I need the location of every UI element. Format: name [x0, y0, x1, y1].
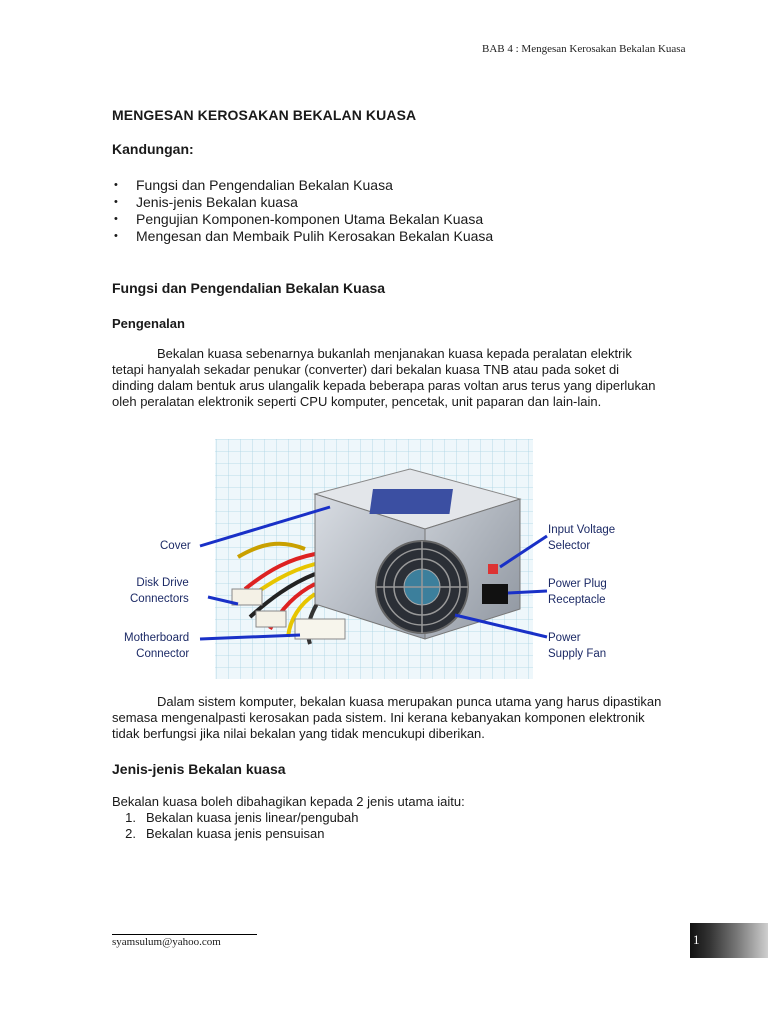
list-item: • Mengesan dan Membaik Pulih Kerosakan Bekalan Kuasa [114, 228, 494, 244]
footer-email: syamsulum@yahoo.com [112, 936, 221, 948]
list-item: • Pengujian Komponen-komponen Utama Bekalan Kuasa [114, 211, 484, 227]
intro-paragraph: Bekalan kuasa sebenarnya bukanlah menjanakan kuasa kepada peralatan elektrik tetapi hanyalah sekadar penukar (converter) dari bekalan kuasa TNB atau pada soket di dinding dalam bentuk arus ulangalik kepada beberapa paras voltan arus terus yang diperlukan oleh peralatan elektronik seperti CPU komputer, pencetak, unit paparan dan lain-lain. [112, 346, 656, 409]
section-heading-fungsi: Fungsi dan Pengendalian Bekalan Kuasa [112, 280, 386, 296]
label-cover: Cover [160, 540, 191, 552]
page-number: 1 [693, 932, 700, 947]
list-item: 2. Bekalan kuasa jenis pensuisan [125, 826, 325, 841]
footer-rule [112, 934, 257, 935]
bullet-icon: • [114, 196, 118, 208]
bullet-icon: • [114, 213, 118, 225]
label-power-supply-fan: Power Supply Fan [548, 632, 607, 660]
subheading-pengenalan: Pengenalan [112, 316, 185, 331]
types-intro: Bekalan kuasa boleh dibahagikan kepada 2 jenis utama iaitu: [112, 794, 465, 809]
list-item: • Jenis-jenis Bekalan kuasa [114, 194, 298, 210]
contents-heading: Kandungan: [112, 141, 194, 157]
label-disk-drive-connectors: Disk Drive Connectors [130, 577, 189, 605]
contents-list [112, 177, 493, 245]
bullet-icon: • [114, 230, 118, 242]
system-paragraph: Dalam sistem komputer, bekalan kuasa merupakan punca utama yang harus dipastikan semasa mengenalpasti kerosakan pada sistem. Ini kerana kebanyakan komponen elektronik tidak berfungsi jika nilai bekalan yang tidak mencukupi diberikan. [112, 694, 662, 741]
running-header: BAB 4 : Mengesan Kerosakan Bekalan Kuasa [482, 43, 686, 55]
section-heading-jenis: Jenis-jenis Bekalan kuasa [112, 761, 286, 777]
document-title: MENGESAN KEROSAKAN BEKALAN KUASA [112, 107, 417, 123]
power-supply-figure [120, 439, 633, 679]
types-list [112, 810, 359, 842]
bullet-icon: • [114, 179, 118, 191]
list-item: 1. Bekalan kuasa jenis linear/pengubah [125, 810, 359, 825]
label-power-plug-receptacle: Power Plug Receptacle [548, 578, 607, 606]
list-item: • Fungsi dan Pengendalian Bekalan Kuasa [114, 177, 393, 193]
label-input-voltage-selector: Input Voltage Selector [548, 524, 616, 552]
page-number-tab [690, 923, 768, 958]
label-motherboard-connector: Motherboard Connector [124, 632, 190, 660]
